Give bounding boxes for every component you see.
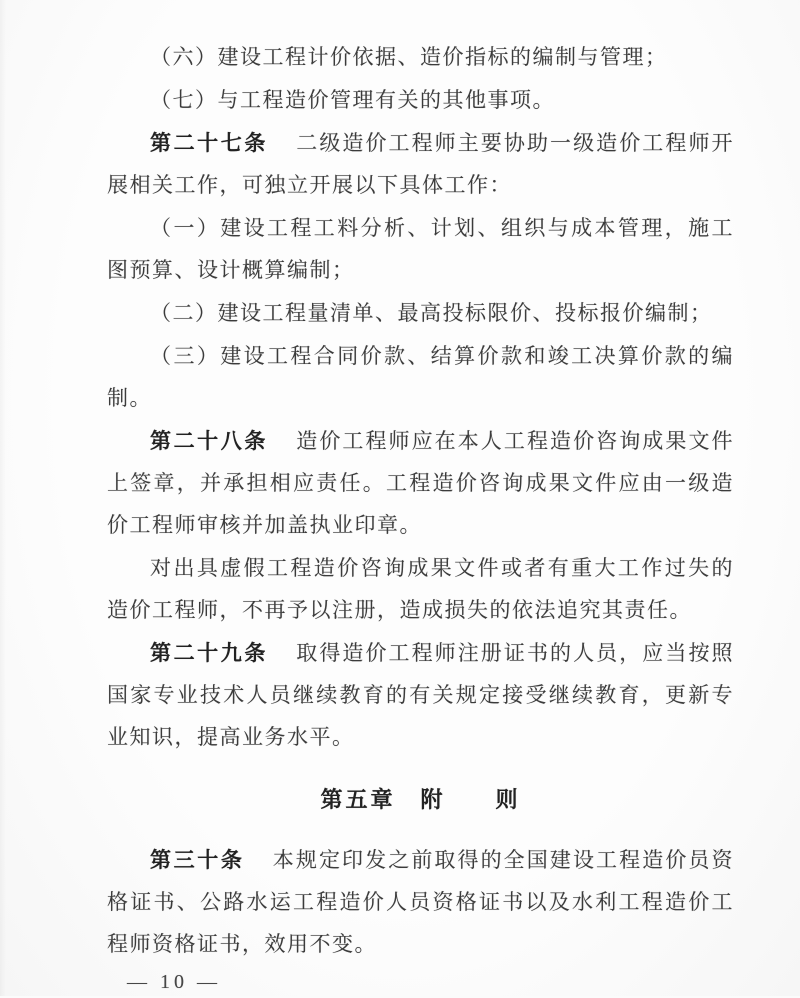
chapter-5-heading: 第五章 附 则 [320,787,521,812]
article-30-number: 第三十条 [150,848,245,872]
article-29 [107,632,734,758]
article-28 [107,420,734,546]
article-27-item-1: （一）建设工程工料分析、计划、组织与成本管理，施工图预算、设计概算编制； [107,216,734,282]
article-29-number: 第二十九条 [150,641,268,665]
article-28-text: 造价工程师应在本人工程造价咨询成果文件上签章，并承担相应责任。工程造价咨询成果文件应由一级造价工程师审核并加盖执业印章。 [107,429,735,537]
article-30 [107,839,734,965]
clause-6: （六）建设工程计价依据、造价指标的编制与管理； [150,45,668,69]
article-27-text: 二级造价工程师主要协助一级造价工程师开展相关工作，可独立开展以下具体工作： [107,131,735,197]
article-29-text: 取得造价工程师注册证书的人员，应当按照国家专业技术人员继续教育的有关规定接受继续教育，更新专业知识，提高业务水平。 [107,641,735,749]
article-27-number: 第二十七条 [150,131,268,155]
clause-7: （七）与工程造价管理有关的其他事项。 [150,88,556,112]
page-number: — 10 — [127,971,221,993]
article-28-number: 第二十八条 [150,429,268,453]
article-30-text: 本规定印发之前取得的全国建设工程造价员资格证书、公路水运工程造价人员资格证书以及水利工程造价工程师资格证书，效用不变。 [107,848,735,956]
article-28-paragraph-2: 对出具虚假工程造价咨询成果文件或者有重大工作过失的造价工程师，不再予以注册，造成损失的依法追究其责任。 [107,556,734,622]
article-27-item-2: （二）建设工程量清单、最高投标限价、投标报价编制； [150,301,713,325]
article-27-item-3: （三）建设工程合同价款、结算价款和竣工决算价款的编制。 [107,344,734,410]
article-27 [107,122,734,206]
